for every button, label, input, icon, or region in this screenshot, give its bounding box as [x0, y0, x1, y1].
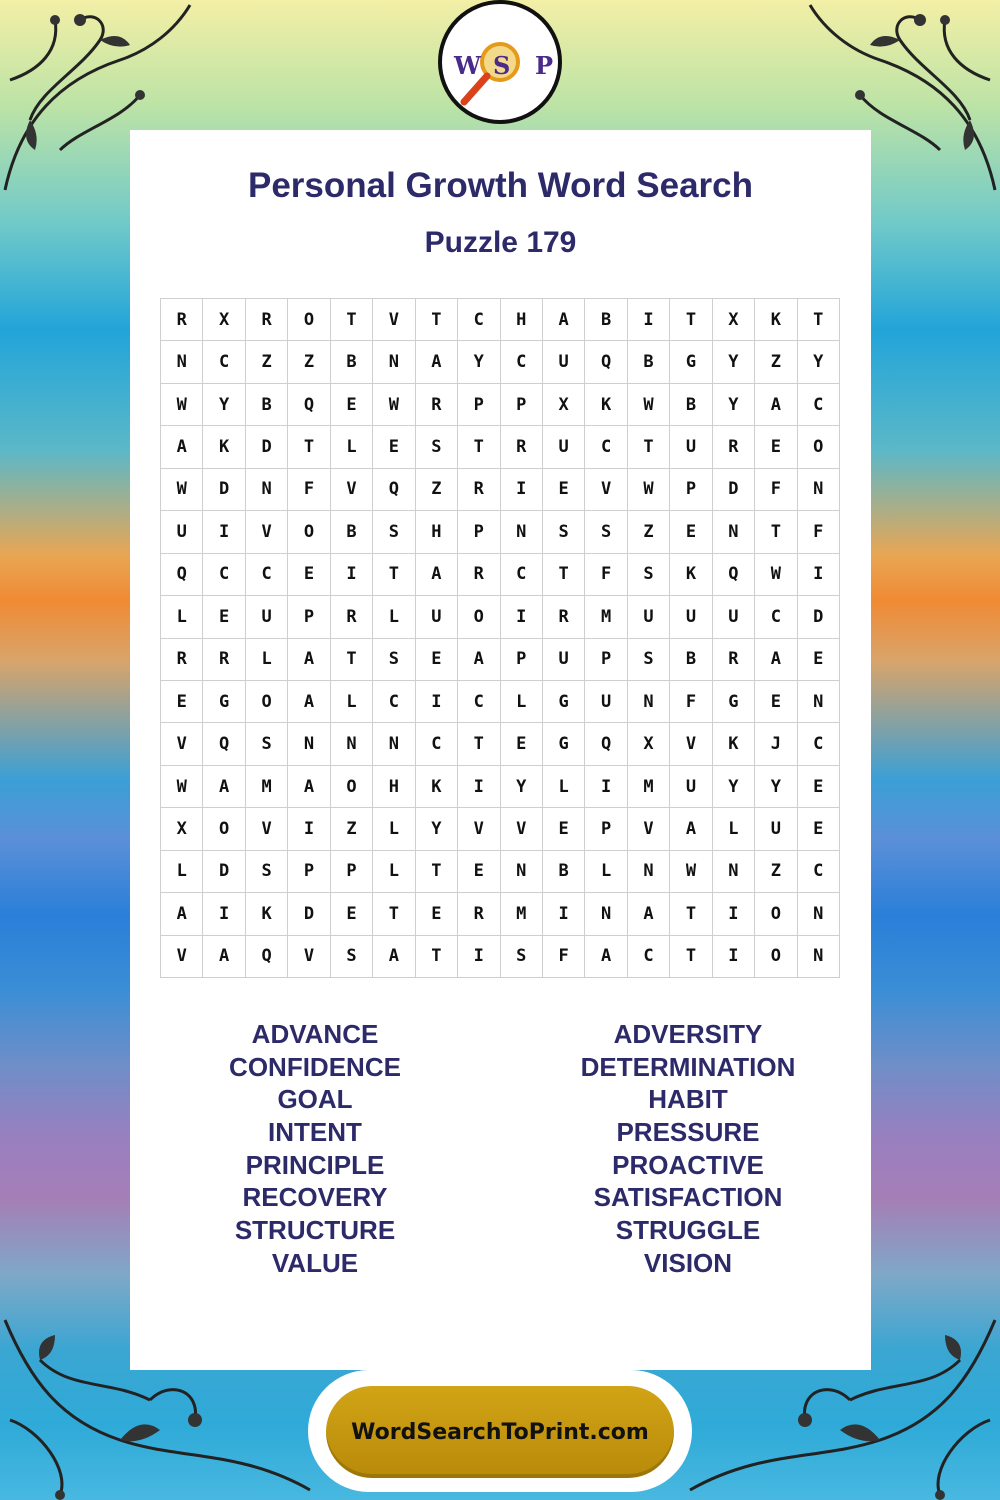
grid-cell[interactable]: A: [585, 936, 627, 978]
grid-cell[interactable]: A: [288, 766, 330, 808]
grid-cell[interactable]: T: [458, 723, 500, 765]
grid-cell[interactable]: T: [416, 936, 458, 978]
grid-cell[interactable]: G: [670, 341, 712, 383]
grid-cell[interactable]: F: [288, 469, 330, 511]
grid-cell[interactable]: V: [161, 723, 203, 765]
grid-cell[interactable]: O: [755, 893, 797, 935]
grid-cell[interactable]: F: [798, 511, 840, 553]
grid-cell[interactable]: I: [501, 596, 543, 638]
grid-cell[interactable]: N: [288, 723, 330, 765]
word-list-item: VALUE: [271, 1247, 359, 1278]
word-list-item: INTENT: [268, 1117, 362, 1148]
word-list-item: PROACTIVE: [612, 1149, 764, 1180]
grid-cell[interactable]: L: [373, 851, 415, 893]
grid-cell[interactable]: F: [670, 681, 712, 723]
grid-cell[interactable]: S: [543, 511, 585, 553]
grid-cell[interactable]: W: [628, 384, 670, 426]
grid-cell[interactable]: M: [585, 596, 627, 638]
grid-cell[interactable]: U: [628, 596, 670, 638]
grid-cell[interactable]: K: [713, 723, 755, 765]
grid-cell[interactable]: B: [585, 299, 627, 341]
grid-cell[interactable]: A: [458, 639, 500, 681]
grid-cell[interactable]: G: [713, 681, 755, 723]
grid-cell[interactable]: U: [713, 596, 755, 638]
grid-cell[interactable]: W: [670, 851, 712, 893]
grid-cell[interactable]: H: [416, 511, 458, 553]
grid-cell[interactable]: K: [585, 384, 627, 426]
grid-cell[interactable]: I: [543, 893, 585, 935]
grid-cell[interactable]: C: [798, 851, 840, 893]
grid-cell[interactable]: E: [161, 681, 203, 723]
grid-cell[interactable]: L: [161, 851, 203, 893]
word-list-item: ADVERSITY: [613, 1019, 763, 1049]
grid-cell[interactable]: P: [288, 596, 330, 638]
grid-cell[interactable]: R: [713, 426, 755, 468]
grid-cell[interactable]: Y: [755, 766, 797, 808]
grid-cell[interactable]: C: [755, 596, 797, 638]
grid-cell[interactable]: Q: [585, 341, 627, 383]
word-list-item: STRUGGLE: [615, 1215, 761, 1246]
grid-cell[interactable]: P: [501, 639, 543, 681]
grid-cell[interactable]: A: [755, 639, 797, 681]
grid-cell[interactable]: Y: [501, 766, 543, 808]
grid-cell[interactable]: B: [543, 851, 585, 893]
grid-cell[interactable]: T: [331, 299, 373, 341]
grid-cell[interactable]: N: [628, 851, 670, 893]
grid-cell[interactable]: W: [161, 766, 203, 808]
grid-cell[interactable]: A: [288, 639, 330, 681]
grid-cell[interactable]: I: [713, 936, 755, 978]
grid-cell[interactable]: U: [543, 639, 585, 681]
grid-cell[interactable]: I: [458, 766, 500, 808]
grid-cell[interactable]: A: [670, 808, 712, 850]
grid-cell[interactable]: Z: [755, 851, 797, 893]
grid-cell[interactable]: A: [161, 893, 203, 935]
grid-cell[interactable]: D: [713, 469, 755, 511]
grid-cell[interactable]: Y: [713, 341, 755, 383]
grid-cell[interactable]: E: [288, 554, 330, 596]
site-logo[interactable]: [438, 0, 562, 124]
website-link-label: WordSearchToPrint.com: [351, 1419, 649, 1445]
grid-cell[interactable]: Q: [246, 936, 288, 978]
grid-cell[interactable]: X: [543, 384, 585, 426]
grid-cell[interactable]: I: [203, 893, 245, 935]
grid-cell[interactable]: A: [416, 341, 458, 383]
grid-cell[interactable]: R: [713, 639, 755, 681]
grid-cell[interactable]: F: [755, 469, 797, 511]
grid-cell[interactable]: Y: [458, 341, 500, 383]
grid-cell[interactable]: V: [458, 808, 500, 850]
grid-cell[interactable]: E: [798, 766, 840, 808]
grid-cell[interactable]: K: [203, 426, 245, 468]
grid-cell[interactable]: V: [501, 808, 543, 850]
grid-cell[interactable]: T: [755, 511, 797, 553]
grid-cell[interactable]: F: [543, 936, 585, 978]
word-list-item: CONFIDENCE: [229, 1051, 401, 1082]
grid-cell[interactable]: N: [585, 893, 627, 935]
grid-cell[interactable]: L: [373, 596, 415, 638]
grid-cell[interactable]: Z: [246, 341, 288, 383]
grid-cell[interactable]: R: [458, 554, 500, 596]
grid-cell[interactable]: T: [543, 554, 585, 596]
word-list-item: ADVANCE: [251, 1019, 379, 1049]
grid-cell[interactable]: Q: [373, 469, 415, 511]
grid-cell[interactable]: I: [331, 554, 373, 596]
grid-cell[interactable]: C: [203, 341, 245, 383]
grid-cell[interactable]: K: [755, 299, 797, 341]
word-list-item: PRINCIPLE: [245, 1149, 385, 1180]
grid-cell[interactable]: T: [331, 639, 373, 681]
grid-cell[interactable]: I: [628, 299, 670, 341]
grid-cell[interactable]: P: [458, 384, 500, 426]
grid-cell[interactable]: U: [585, 681, 627, 723]
grid-cell[interactable]: V: [246, 511, 288, 553]
grid-cell[interactable]: Y: [713, 766, 755, 808]
grid-cell[interactable]: J: [755, 723, 797, 765]
grid-cell[interactable]: E: [416, 639, 458, 681]
grid-cell[interactable]: R: [203, 639, 245, 681]
grid-cell[interactable]: N: [713, 511, 755, 553]
grid-cell[interactable]: W: [161, 469, 203, 511]
grid-cell[interactable]: N: [501, 511, 543, 553]
grid-cell[interactable]: R: [416, 384, 458, 426]
grid-cell[interactable]: Q: [161, 554, 203, 596]
grid-cell[interactable]: B: [670, 384, 712, 426]
grid-cell[interactable]: T: [670, 893, 712, 935]
grid-cell[interactable]: W: [161, 384, 203, 426]
grid-cell[interactable]: N: [331, 723, 373, 765]
grid-cell[interactable]: W: [755, 554, 797, 596]
word-list-item: DETERMINATION: [580, 1051, 796, 1082]
grid-cell[interactable]: I: [458, 936, 500, 978]
grid-cell[interactable]: O: [288, 511, 330, 553]
grid-cell[interactable]: R: [331, 596, 373, 638]
grid-cell[interactable]: U: [670, 596, 712, 638]
grid-cell[interactable]: L: [246, 639, 288, 681]
grid-cell[interactable]: A: [373, 936, 415, 978]
grid-cell[interactable]: P: [585, 808, 627, 850]
grid-cell[interactable]: K: [246, 893, 288, 935]
grid-cell[interactable]: L: [161, 596, 203, 638]
grid-cell[interactable]: E: [331, 384, 373, 426]
grid-cell[interactable]: O: [755, 936, 797, 978]
grid-cell[interactable]: R: [543, 596, 585, 638]
grid-cell[interactable]: A: [416, 554, 458, 596]
grid-cell[interactable]: D: [798, 596, 840, 638]
grid-cell[interactable]: U: [670, 766, 712, 808]
grid-cell[interactable]: O: [798, 426, 840, 468]
puzzle-card: [130, 130, 871, 1370]
grid-cell[interactable]: T: [288, 426, 330, 468]
word-list-item: GOAL: [277, 1084, 353, 1115]
grid-cell[interactable]: Y: [416, 808, 458, 850]
grid-cell[interactable]: C: [585, 426, 627, 468]
grid-cell[interactable]: I: [585, 766, 627, 808]
grid-cell[interactable]: S: [628, 639, 670, 681]
grid-cell[interactable]: C: [501, 341, 543, 383]
grid-cell[interactable]: G: [543, 723, 585, 765]
grid-cell[interactable]: B: [670, 639, 712, 681]
grid-cell[interactable]: S: [246, 723, 288, 765]
grid-cell[interactable]: I: [798, 554, 840, 596]
grid-cell[interactable]: U: [755, 808, 797, 850]
grid-cell[interactable]: C: [246, 554, 288, 596]
grid-cell[interactable]: X: [713, 299, 755, 341]
logo-letter-p: P: [535, 51, 554, 80]
grid-cell[interactable]: N: [713, 851, 755, 893]
grid-cell[interactable]: L: [331, 681, 373, 723]
grid-cell[interactable]: E: [543, 469, 585, 511]
grid-cell[interactable]: L: [331, 426, 373, 468]
grid-cell[interactable]: V: [628, 808, 670, 850]
word-list-item: PRESSURE: [616, 1117, 760, 1148]
grid-cell[interactable]: R: [246, 299, 288, 341]
grid-cell[interactable]: V: [373, 299, 415, 341]
grid-cell[interactable]: Z: [628, 511, 670, 553]
grid-cell[interactable]: I: [713, 893, 755, 935]
grid-cell[interactable]: H: [373, 766, 415, 808]
grid-cell[interactable]: D: [288, 893, 330, 935]
grid-cell[interactable]: X: [161, 808, 203, 850]
grid-cell[interactable]: C: [628, 936, 670, 978]
grid-cell[interactable]: M: [628, 766, 670, 808]
word-list-item: VISION: [643, 1247, 733, 1278]
grid-cell[interactable]: A: [203, 936, 245, 978]
grid-cell[interactable]: V: [585, 469, 627, 511]
grid-cell[interactable]: E: [798, 639, 840, 681]
grid-cell[interactable]: P: [585, 639, 627, 681]
grid-cell[interactable]: A: [755, 384, 797, 426]
grid-cell[interactable]: E: [416, 893, 458, 935]
grid-cell[interactable]: E: [501, 723, 543, 765]
grid-cell[interactable]: K: [670, 554, 712, 596]
grid-cell[interactable]: S: [501, 936, 543, 978]
word-list-left-column: [130, 1018, 500, 1280]
grid-cell[interactable]: Z: [755, 341, 797, 383]
grid-cell[interactable]: Y: [203, 384, 245, 426]
grid-cell[interactable]: E: [755, 426, 797, 468]
grid-cell[interactable]: W: [373, 384, 415, 426]
grid-cell[interactable]: E: [203, 596, 245, 638]
grid-cell[interactable]: L: [713, 808, 755, 850]
grid-cell[interactable]: S: [416, 426, 458, 468]
grid-cell[interactable]: S: [373, 511, 415, 553]
word-list-right-column: [500, 1018, 876, 1280]
grid-cell[interactable]: I: [416, 681, 458, 723]
grid-cell[interactable]: Z: [331, 808, 373, 850]
grid-cell[interactable]: T: [458, 426, 500, 468]
grid-cell[interactable]: N: [798, 469, 840, 511]
grid-cell[interactable]: N: [798, 893, 840, 935]
grid-cell[interactable]: R: [161, 299, 203, 341]
grid-cell[interactable]: Z: [416, 469, 458, 511]
grid-cell[interactable]: E: [373, 426, 415, 468]
grid-cell[interactable]: E: [798, 808, 840, 850]
grid-cell[interactable]: L: [373, 808, 415, 850]
grid-cell[interactable]: R: [458, 893, 500, 935]
grid-cell[interactable]: I: [501, 469, 543, 511]
grid-cell[interactable]: Q: [203, 723, 245, 765]
grid-cell[interactable]: G: [543, 681, 585, 723]
grid-cell[interactable]: O: [246, 681, 288, 723]
grid-cell[interactable]: T: [798, 299, 840, 341]
grid-cell[interactable]: V: [161, 936, 203, 978]
grid-cell[interactable]: D: [246, 426, 288, 468]
grid-cell[interactable]: B: [331, 511, 373, 553]
grid-cell[interactable]: N: [373, 341, 415, 383]
word-list-item: SATISFACTION: [593, 1182, 783, 1213]
grid-cell[interactable]: C: [458, 299, 500, 341]
grid-cell[interactable]: B: [628, 341, 670, 383]
grid-cell[interactable]: E: [543, 808, 585, 850]
grid-cell[interactable]: U: [161, 511, 203, 553]
grid-cell[interactable]: S: [585, 511, 627, 553]
grid-cell[interactable]: O: [288, 299, 330, 341]
grid-cell[interactable]: T: [373, 554, 415, 596]
grid-cell[interactable]: E: [331, 893, 373, 935]
word-list-item: HABIT: [648, 1084, 728, 1115]
grid-cell[interactable]: Q: [713, 554, 755, 596]
grid-cell[interactable]: E: [670, 511, 712, 553]
grid-cell[interactable]: O: [203, 808, 245, 850]
word-list-item: STRUCTURE: [234, 1215, 396, 1246]
grid-cell[interactable]: D: [203, 851, 245, 893]
grid-cell[interactable]: M: [501, 893, 543, 935]
grid-cell[interactable]: P: [458, 511, 500, 553]
grid-cell[interactable]: P: [670, 469, 712, 511]
grid-cell[interactable]: N: [161, 341, 203, 383]
grid-cell[interactable]: P: [288, 851, 330, 893]
grid-cell[interactable]: F: [585, 554, 627, 596]
grid-cell[interactable]: I: [203, 511, 245, 553]
grid-cell[interactable]: Z: [288, 341, 330, 383]
grid-cell[interactable]: R: [161, 639, 203, 681]
grid-cell[interactable]: U: [543, 341, 585, 383]
grid-cell[interactable]: C: [798, 384, 840, 426]
grid-cell[interactable]: K: [416, 766, 458, 808]
grid-cell[interactable]: Q: [585, 723, 627, 765]
grid-cell[interactable]: G: [203, 681, 245, 723]
grid-cell[interactable]: P: [331, 851, 373, 893]
grid-cell[interactable]: R: [458, 469, 500, 511]
grid-cell[interactable]: T: [670, 936, 712, 978]
grid-cell[interactable]: V: [331, 469, 373, 511]
grid-cell[interactable]: C: [798, 723, 840, 765]
grid-cell[interactable]: I: [288, 808, 330, 850]
grid-cell[interactable]: V: [670, 723, 712, 765]
grid-cell[interactable]: S: [331, 936, 373, 978]
puzzle-number: Puzzle 179: [424, 226, 577, 259]
grid-cell[interactable]: S: [628, 554, 670, 596]
grid-cell[interactable]: A: [628, 893, 670, 935]
grid-cell[interactable]: Y: [798, 341, 840, 383]
grid-cell[interactable]: C: [373, 681, 415, 723]
grid-cell[interactable]: X: [203, 299, 245, 341]
grid-cell[interactable]: L: [585, 851, 627, 893]
grid-cell[interactable]: C: [458, 681, 500, 723]
grid-cell[interactable]: M: [246, 766, 288, 808]
footer-badge: [308, 1370, 692, 1492]
grid-cell[interactable]: N: [501, 851, 543, 893]
grid-cell[interactable]: U: [416, 596, 458, 638]
grid-cell[interactable]: A: [203, 766, 245, 808]
grid-cell[interactable]: S: [246, 851, 288, 893]
grid-cell[interactable]: U: [670, 426, 712, 468]
grid-cell[interactable]: N: [628, 681, 670, 723]
grid-cell[interactable]: N: [373, 723, 415, 765]
grid-cell[interactable]: T: [416, 851, 458, 893]
grid-cell[interactable]: W: [628, 469, 670, 511]
grid-cell[interactable]: T: [416, 299, 458, 341]
grid-cell[interactable]: N: [246, 469, 288, 511]
grid-cell[interactable]: V: [288, 936, 330, 978]
grid-cell[interactable]: D: [203, 469, 245, 511]
grid-cell[interactable]: Y: [713, 384, 755, 426]
grid-cell[interactable]: C: [203, 554, 245, 596]
grid-cell[interactable]: E: [755, 681, 797, 723]
website-link-button[interactable]: [326, 1386, 674, 1478]
grid-cell[interactable]: C: [501, 554, 543, 596]
grid-cell[interactable]: X: [628, 723, 670, 765]
grid-cell[interactable]: R: [501, 426, 543, 468]
letter-grid: [160, 298, 840, 978]
grid-cell[interactable]: O: [331, 766, 373, 808]
grid-cell[interactable]: T: [373, 893, 415, 935]
grid-cell[interactable]: T: [628, 426, 670, 468]
grid-cell[interactable]: P: [501, 384, 543, 426]
grid-cell[interactable]: A: [161, 426, 203, 468]
grid-cell[interactable]: T: [670, 299, 712, 341]
grid-cell[interactable]: U: [246, 596, 288, 638]
word-list-item: RECOVERY: [242, 1182, 388, 1213]
grid-cell[interactable]: V: [246, 808, 288, 850]
grid-cell[interactable]: N: [798, 936, 840, 978]
grid-cell[interactable]: U: [543, 426, 585, 468]
grid-cell[interactable]: E: [458, 851, 500, 893]
grid-cell[interactable]: A: [543, 299, 585, 341]
grid-cell[interactable]: Q: [288, 384, 330, 426]
grid-cell[interactable]: B: [246, 384, 288, 426]
grid-cell[interactable]: O: [458, 596, 500, 638]
grid-cell[interactable]: S: [373, 639, 415, 681]
grid-cell[interactable]: B: [331, 341, 373, 383]
grid-cell[interactable]: N: [798, 681, 840, 723]
grid-cell[interactable]: L: [543, 766, 585, 808]
grid-cell[interactable]: A: [288, 681, 330, 723]
logo-letter-s: S: [493, 51, 511, 80]
grid-cell[interactable]: L: [501, 681, 543, 723]
page-title: Personal Growth Word Search: [247, 166, 754, 205]
grid-cell[interactable]: C: [416, 723, 458, 765]
logo-letter-w: W: [454, 51, 481, 80]
grid-cell[interactable]: H: [501, 299, 543, 341]
